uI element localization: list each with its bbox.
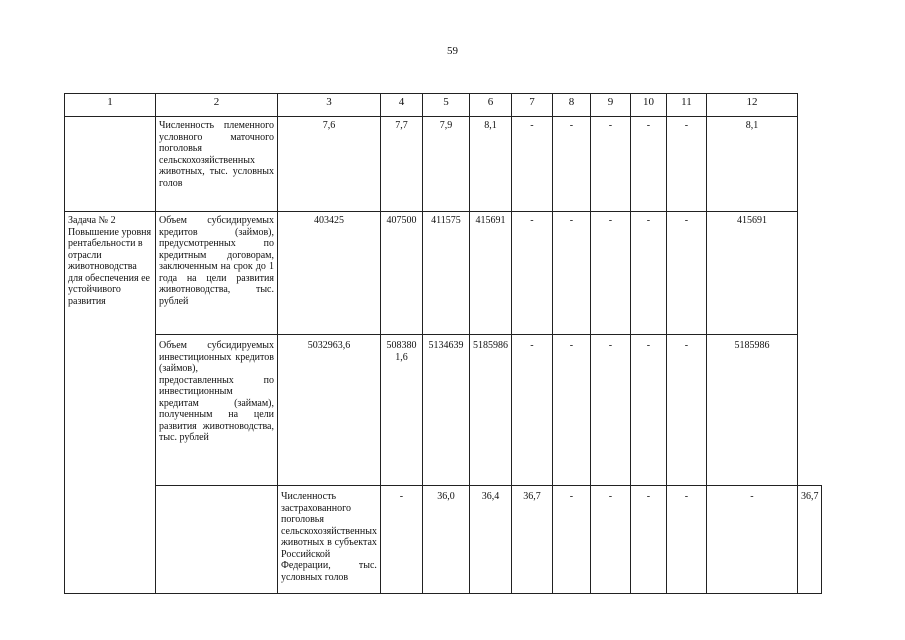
header-cell: 5 bbox=[422, 94, 469, 117]
value-cell: - bbox=[552, 212, 590, 335]
table-row bbox=[65, 335, 822, 486]
value-cell: - bbox=[511, 117, 552, 212]
value-cell: 5185986 bbox=[706, 335, 797, 486]
value-cell: 7,9 bbox=[422, 117, 469, 212]
value-cell: 5185986 bbox=[469, 335, 511, 486]
value-cell: - bbox=[511, 212, 552, 335]
header-cell: 4 bbox=[380, 94, 422, 117]
indicator-cell: Численность племенного условного маточного поголовья сельскохозяйственных животных, тыс. условных голов bbox=[156, 117, 278, 212]
value-cell: 8,1 bbox=[706, 117, 797, 212]
header-cell: 3 bbox=[278, 94, 381, 117]
header-cell: 11 bbox=[666, 94, 706, 117]
value-cell: - bbox=[552, 486, 590, 594]
value-cell: - bbox=[511, 335, 552, 486]
task-cell-empty bbox=[65, 117, 156, 212]
value-cell: - bbox=[630, 212, 666, 335]
header-row bbox=[65, 94, 822, 117]
value-cell: - bbox=[630, 117, 666, 212]
value-cell: 36,7 bbox=[797, 486, 822, 594]
value-cell: - bbox=[590, 335, 630, 486]
task-cell-empty bbox=[156, 486, 278, 594]
value-cell: - bbox=[590, 212, 630, 335]
value-cell: 403425 bbox=[278, 212, 381, 335]
header-cell: 1 bbox=[65, 94, 156, 117]
value-cell: - bbox=[590, 486, 630, 594]
header-cell: 9 bbox=[590, 94, 630, 117]
value-cell: 7,7 bbox=[380, 117, 422, 212]
table-row bbox=[65, 117, 822, 212]
table-row bbox=[65, 486, 822, 594]
indicator-cell: Численность застрахованного поголовья сельскохозяйственных животных в субъектах Российской Федерации, тыс. условных голов bbox=[278, 486, 381, 594]
value-cell: - bbox=[666, 212, 706, 335]
header-cell: 12 bbox=[706, 94, 797, 117]
header-cell: 10 bbox=[630, 94, 666, 117]
indicators-table bbox=[64, 93, 822, 594]
value-cell: 5134639 bbox=[422, 335, 469, 486]
header-cell: 2 bbox=[156, 94, 278, 117]
value-cell: - bbox=[552, 117, 590, 212]
value-cell: 8,1 bbox=[469, 117, 511, 212]
table-row bbox=[65, 212, 822, 335]
value-cell: - bbox=[706, 486, 797, 594]
value-cell: 36,7 bbox=[511, 486, 552, 594]
value-cell: - bbox=[666, 117, 706, 212]
value-cell: 415691 bbox=[469, 212, 511, 335]
page-number: 59 bbox=[447, 45, 458, 57]
value-cell: 407500 bbox=[380, 212, 422, 335]
value-cell: 5083801,6 bbox=[380, 335, 422, 486]
value-cell: - bbox=[590, 117, 630, 212]
value-cell: - bbox=[630, 335, 666, 486]
value-cell: 7,6 bbox=[278, 117, 381, 212]
value-cell: 411575 bbox=[422, 212, 469, 335]
value-cell: 415691 bbox=[706, 212, 797, 335]
value-cell: 5032963,6 bbox=[278, 335, 381, 486]
task-cell: Задача № 2 Повышение уровня рентабельности в отрасли животноводства для обеспечения ее устойчивого развития bbox=[65, 212, 156, 594]
header-cell: 6 bbox=[469, 94, 511, 117]
value-cell: - bbox=[666, 486, 706, 594]
header-cell: 7 bbox=[511, 94, 552, 117]
value-cell: - bbox=[630, 486, 666, 594]
value-cell: - bbox=[666, 335, 706, 486]
value-cell: 36,0 bbox=[422, 486, 469, 594]
value-cell: 36,4 bbox=[469, 486, 511, 594]
value-cell: - bbox=[380, 486, 422, 594]
indicator-cell: Объем субсидируемых кредитов (займов), предусмотренных по кредитным договорам, заключенным на срок до 1 года на цели развития животноводства, тыс. рублей bbox=[156, 212, 278, 335]
indicator-cell: Объем субсидируемых инвестиционных кредитов (займов), предоставленных по инвестиционным кредитам (займам), полученным на цели развития животноводства, тыс. рублей bbox=[156, 335, 278, 486]
header-cell: 8 bbox=[552, 94, 590, 117]
value-cell: - bbox=[552, 335, 590, 486]
